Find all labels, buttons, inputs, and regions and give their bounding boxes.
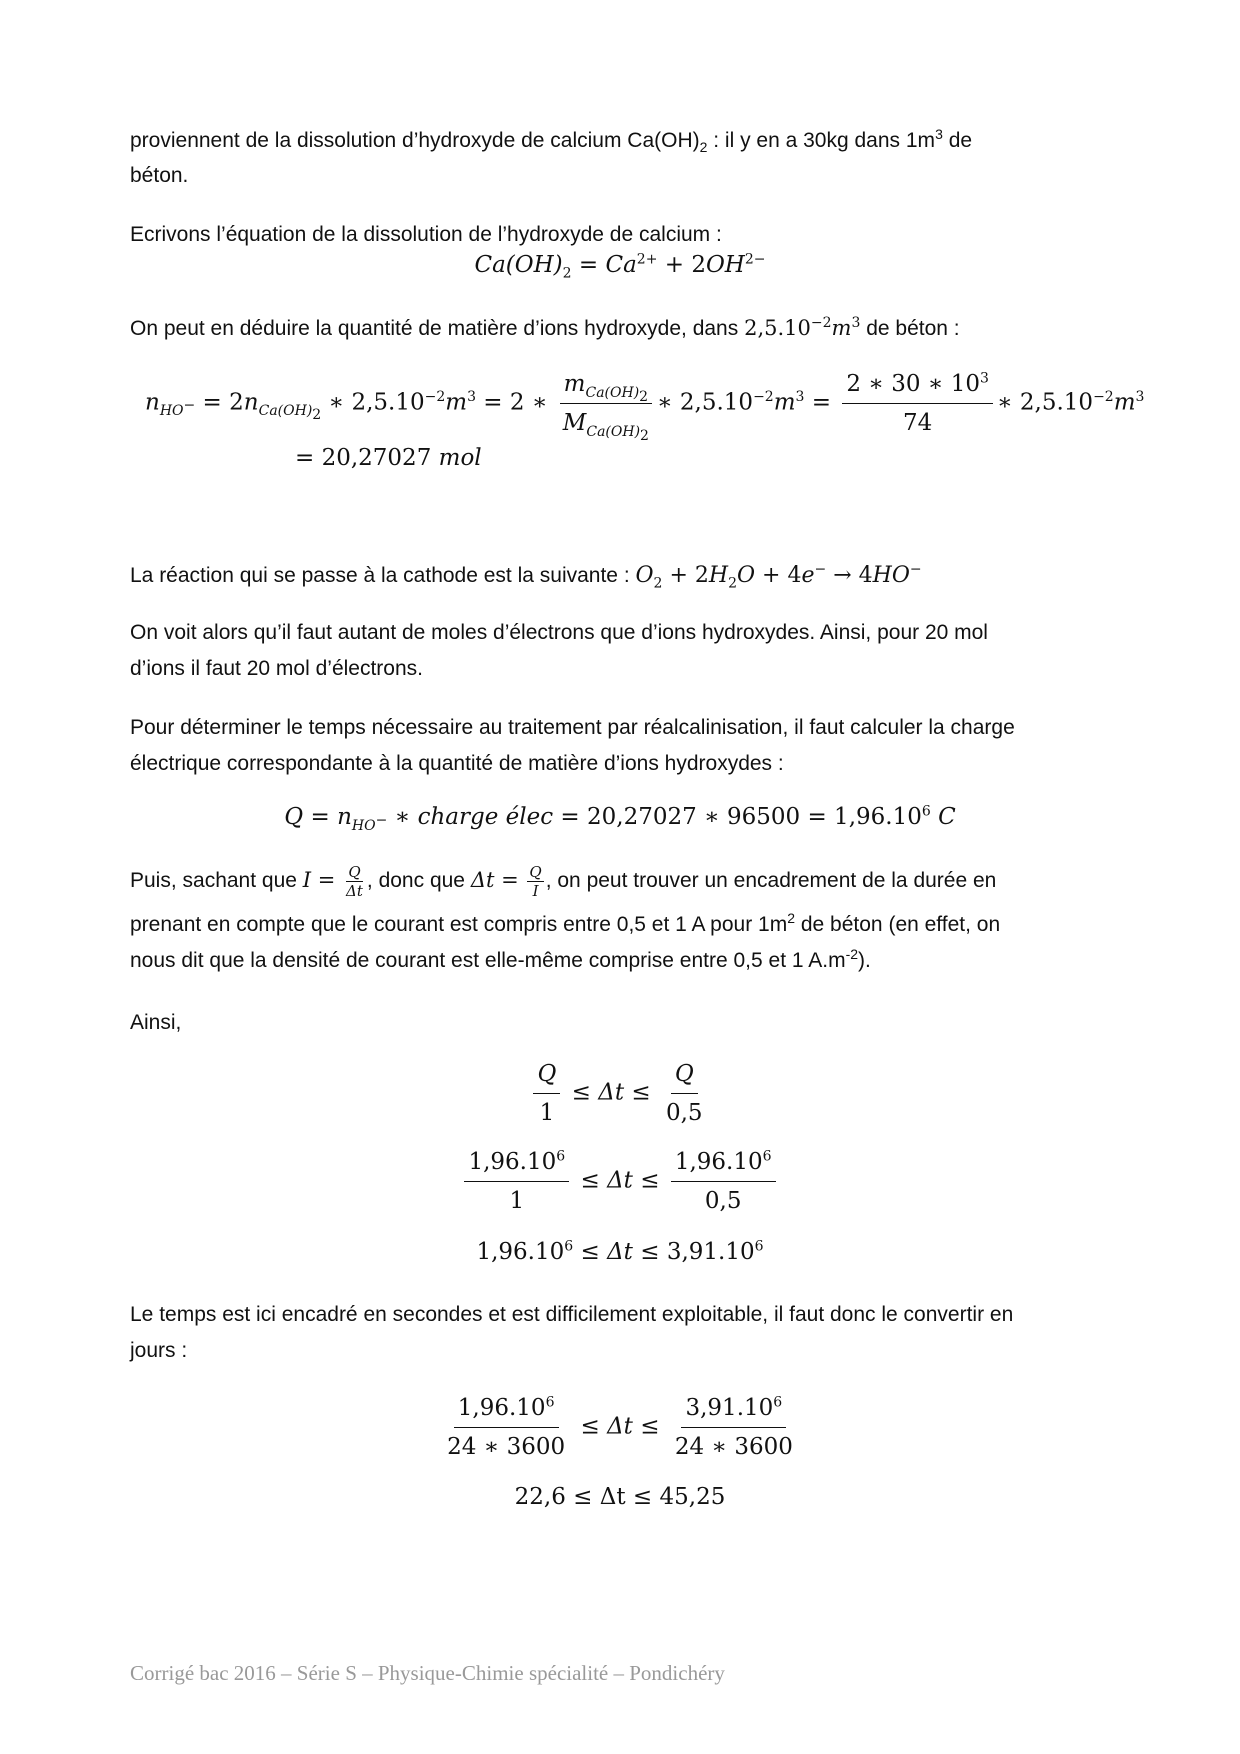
inequality-values: $\frac{1,96.10^6}{1}$ ≤ Δt ≤ $\frac{1,96.10^6}{0,5}$: [0, 1146, 1240, 1217]
inequality-days-fraction: $\frac{1,96.10^6}{24 ∗ 3600}$ ≤ Δt ≤ $\frac{3,91.10^6}{24 ∗ 3600}$: [0, 1392, 1240, 1463]
equation-dissolution: $Ca(OH)_2 = Ca^{2+} + 2OH^{2-}$: [474, 251, 766, 282]
fraction-numeric: $\frac{2 ∗ 30 ∗ 10^3}{74}$: [842, 368, 993, 439]
paragraph-convert-line2: jours :: [130, 1339, 188, 1362]
inequality-q: $\frac{Q}{1}$ ≤ Δt ≤ $\frac{Q}{0,5}$: [0, 1058, 1240, 1129]
paragraph-dissolution: Ecrivons l’équation de la dissolution de l’hydroxyde de calcium :: [130, 223, 722, 246]
paragraph-charge-line2: électrique correspondante à la quantité de matière d’ions hydroxydes :: [130, 752, 784, 775]
paragraph-duration-line1: Puis, sachant que I = $\frac{Q}{\Delta t}$ , donc que Δt = $\frac{Q}{I}$ , on peut trouver un encadrement de la durée en: [130, 862, 997, 900]
paragraph-electrons-line2: d’ions il faut 20 mol d’électrons.: [130, 657, 423, 680]
paragraph-charge-line1: Pour déterminer le temps nécessaire au traitement par réalcalinisation, il faut calculer la charge: [130, 716, 1015, 739]
inline-fraction-duration: $\frac{Q}{I}$: [529, 862, 542, 900]
paragraph-intro-line1: proviennent de la dissolution d’hydroxyde de calcium $Ca(OH)_2$ : il y en a 30kg dans $1m^3$ de: [130, 126, 973, 156]
inequality-seconds: $1,96.10^6 \le \Delta t \le 3,91.10^6$: [476, 1238, 764, 1265]
equation-n-ho-result: = 20,27027 mol: [295, 445, 482, 471]
page-footer: Corrigé bac 2016 – Série S – Physique-Chimie spécialité – Pondichéry: [130, 1661, 725, 1685]
inline-fraction-current: $\frac{Q}{\Delta t}$: [346, 862, 363, 900]
paragraph-duration-line3: nous dit que la densité de courant est elle-même comprise entre 0,5 et 1 $A.m^{-2}$).: [130, 946, 871, 972]
paragraph-intro-line2: béton.: [130, 164, 189, 187]
paragraph-electrons-line1: On voit alors qu’il faut autant de moles d’électrons que d’ions hydroxydes. Ainsi, pour 20 mol: [130, 621, 988, 644]
equation-n-ho: $n_{HO^-} = 2n_{Ca(OH)_2}$ ∗ $2,5.10^{-2}m^3 = 2$ ∗ $\frac{m_{Ca(OH)_2}}{M_{Ca(OH)_2}}$ ∗ $2,5.10^{-2}m^3$ = $\frac{2 ∗ 30 ∗ 10^3}{74}$ ∗ $2,5.10^{-2}m^3$: [145, 368, 1144, 439]
equation-charge: $Q = n_{HO^-}$ ∗ charge élec = 20,27027 ∗ $96500 = 1,96.10^6$ C: [284, 803, 956, 834]
paragraph-cathode: La réaction qui se passe à la cathode est la suivante : $O_2 + 2H_2O + 4e^- \to 4HO^-$: [130, 561, 922, 592]
fraction-mass-over-molar-mass: $\frac{m_{Ca(OH)_2}}{M_{Ca(OH)_2}}$: [559, 368, 653, 439]
paragraph-convert-line1: Le temps est ici encadré en secondes et est difficilement exploitable, il faut donc le convertir en: [130, 1303, 1014, 1326]
paragraph-duration-line2: prenant en compte que le courant est compris entre 0,5 et 1 A pour $1m^2$ de béton (en effet, on: [130, 910, 1001, 936]
inequality-days-result: 22,6 ≤ Δt ≤ 45,25: [514, 1484, 726, 1510]
paragraph-ainsi: Ainsi,: [130, 1011, 182, 1034]
paragraph-quantity: On peut en déduire la quantité de matière d’ions hydroxyde, dans $2,5.10^{-2}m^3$ de béton :: [130, 315, 960, 340]
